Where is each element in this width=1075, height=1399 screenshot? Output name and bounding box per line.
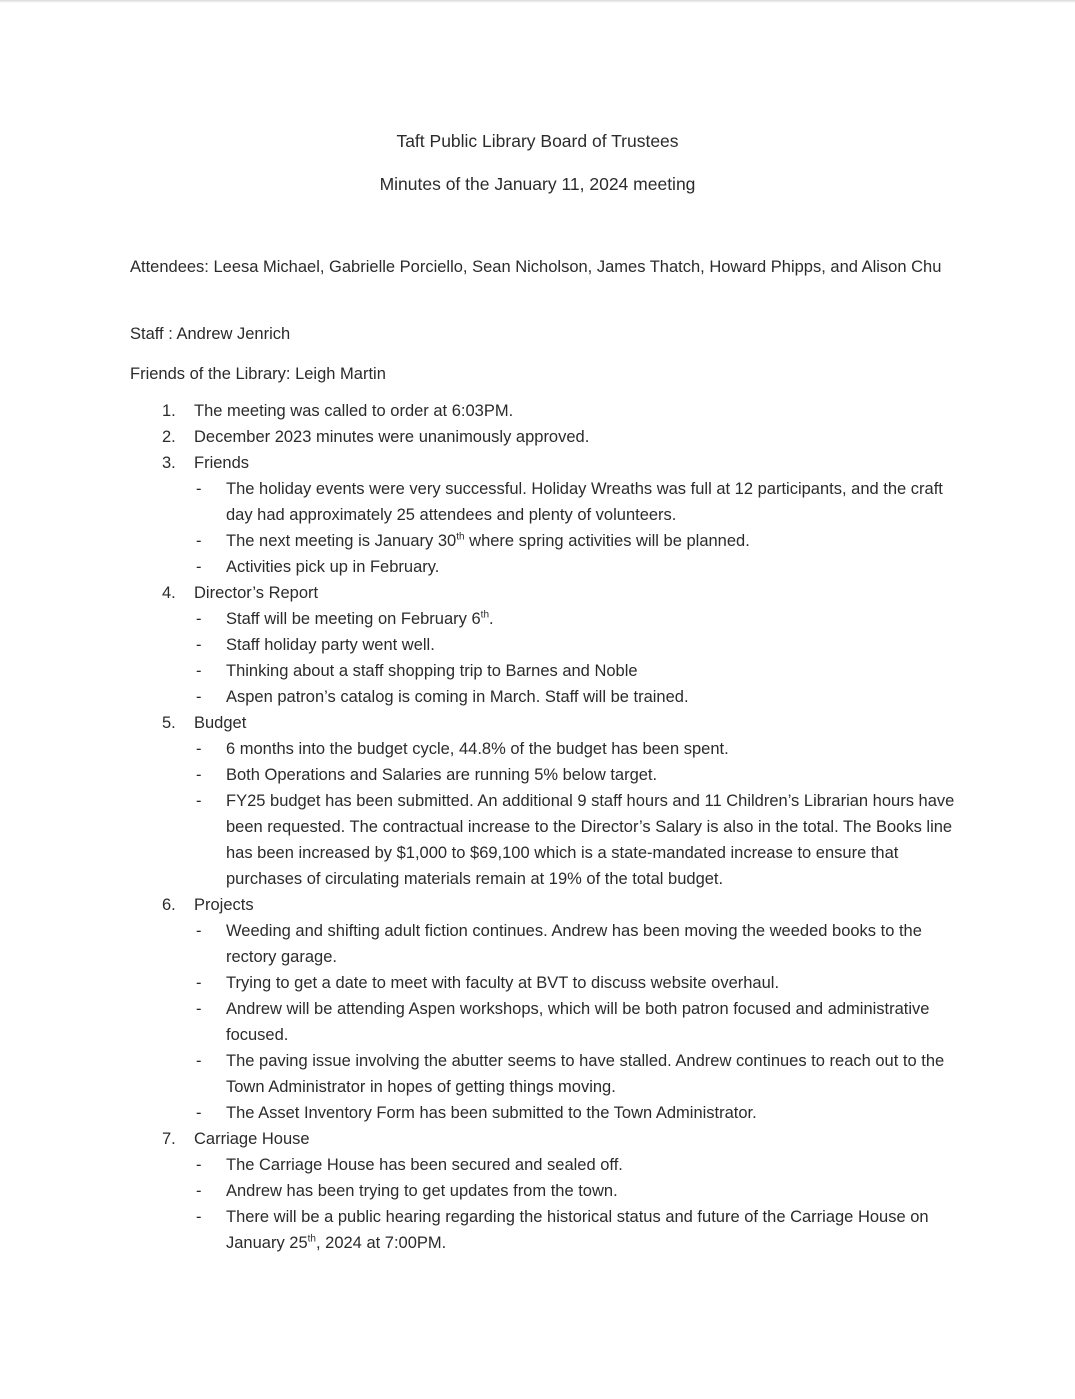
agenda-sub-item-text: The Asset Inventory Form has been submitted to the Town Administrator. — [226, 1104, 757, 1122]
agenda-sub-item — [194, 970, 966, 996]
agenda-sub-item — [194, 788, 966, 892]
agenda-sub-item — [194, 996, 966, 1048]
agenda-item-number: 1. — [162, 402, 176, 420]
agenda-sub-item-text: Trying to get a date to meet with faculty at BVT to discuss website overhaul. — [226, 974, 780, 992]
bullet-dash: - — [196, 1182, 202, 1200]
agenda-sub-list — [194, 606, 970, 710]
agenda-item-text: The meeting was called to order at 6:03PM. — [194, 402, 514, 420]
agenda-item — [130, 710, 970, 892]
bullet-dash: - — [196, 1208, 202, 1226]
agenda-sub-item-text: The Carriage House has been secured and sealed off. — [226, 1156, 623, 1174]
agenda-sub-list — [194, 476, 970, 580]
agenda-sub-item-text: Both Operations and Salaries are running 5% below target. — [226, 766, 658, 784]
agenda-sub-item — [194, 736, 966, 762]
bullet-dash: - — [196, 740, 202, 758]
agenda-sub-item-text: Thinking about a staff shopping trip to Barnes and Noble — [226, 662, 638, 680]
agenda-sub-item-text: Staff holiday party went well. — [226, 636, 435, 654]
bullet-dash: - — [196, 610, 202, 628]
agenda-item-number: 3. — [162, 454, 176, 472]
bullet-dash: - — [196, 532, 202, 550]
agenda-sub-item-text: Weeding and shifting adult fiction continues. Andrew has been moving the weeded books to the rectory garage. — [226, 922, 922, 966]
bullet-dash: - — [196, 766, 202, 784]
bullet-dash: - — [196, 792, 202, 810]
agenda-sub-item-text: Activities pick up in February. — [226, 558, 440, 576]
agenda-sub-item-text: 6 months into the budget cycle, 44.8% of the budget has been spent. — [226, 740, 729, 758]
agenda-sub-item-text: The next meeting is January 30 — [226, 532, 457, 550]
document-title: Taft Public Library Board of Trustees — [396, 131, 679, 151]
bullet-dash: - — [196, 1156, 202, 1174]
agenda-item-number: 5. — [162, 714, 176, 732]
agenda-sub-item — [194, 658, 966, 684]
staff-line: Staff : Andrew Jenrich — [130, 325, 291, 343]
document-subtitle: Minutes of the January 11, 2024 meeting — [379, 174, 696, 194]
agenda-sub-item — [194, 684, 966, 710]
agenda-item-number: 6. — [162, 896, 176, 914]
agenda-item-number: 4. — [162, 584, 176, 602]
agenda-item-text: Friends — [194, 454, 250, 472]
agenda-item — [130, 892, 970, 1126]
agenda-sub-item-text: The paving issue involving the abutter seems to have stalled. Andrew continues to reach out to the Town Administrator in hopes of getting things moving. — [226, 1052, 945, 1096]
ordinal-suffix: th — [456, 531, 465, 543]
agenda-item — [130, 450, 970, 580]
agenda-item-text: Carriage House — [194, 1130, 310, 1148]
agenda-item — [130, 580, 970, 710]
agenda-item-number: 2. — [162, 428, 176, 446]
agenda-item — [130, 398, 970, 424]
bullet-dash: - — [196, 558, 202, 576]
ordinal-suffix: th — [480, 609, 490, 621]
bullet-dash: - — [196, 662, 202, 680]
agenda-sub-item — [194, 918, 966, 970]
agenda-sub-item — [194, 528, 966, 554]
agenda-sub-item — [194, 476, 966, 528]
agenda-item-text: Director’s Report — [194, 584, 319, 602]
agenda-sub-item — [194, 1178, 966, 1204]
agenda-sub-item — [194, 632, 966, 658]
agenda-sub-item-text: Andrew will be attending Aspen workshops, which will be both patron focused and administrative focused. — [226, 1000, 930, 1044]
agenda-item — [130, 424, 970, 450]
agenda-sub-item — [194, 1204, 966, 1256]
agenda-sub-list — [194, 918, 970, 1126]
agenda-sub-item-tail: . — [489, 610, 494, 628]
agenda-sub-item-tail: where spring activities will be planned. — [464, 532, 750, 550]
bullet-dash: - — [196, 480, 202, 498]
bullet-dash: - — [196, 1000, 202, 1018]
bullet-dash: - — [196, 636, 202, 654]
ordinal-suffix: th — [307, 1233, 316, 1245]
agenda-sub-item — [194, 1152, 966, 1178]
agenda-sub-item — [194, 554, 966, 580]
agenda-sub-item — [194, 606, 966, 632]
bullet-dash: - — [196, 922, 202, 940]
agenda-sub-item-text: FY25 budget has been submitted. An additional 9 staff hours and 11 Children’s Librarian hours have been requested. The contractual increase to the Director’s Salary is also in the total. The Books line has been increased by $1,000 to $69,100 which is a state-mandated increase to ensure that purchases of circulating materials remain at 19% of the total budget. — [226, 792, 955, 888]
agenda-sub-item — [194, 762, 966, 788]
agenda-item-number: 7. — [162, 1130, 176, 1148]
agenda-item-text: Budget — [194, 714, 247, 732]
agenda-item — [130, 1126, 970, 1256]
agenda-sub-list — [194, 736, 970, 892]
agenda-sub-item-text: There will be a public hearing regarding the historical status and future of the Carriage House on January 25 — [226, 1208, 929, 1252]
agenda-sub-item-text: Aspen patron’s catalog is coming in March. Staff will be trained. — [226, 688, 689, 706]
agenda-item-text: Projects — [194, 896, 254, 914]
agenda-item-text: December 2023 minutes were unanimously approved. — [194, 428, 590, 446]
agenda-list — [130, 398, 970, 1256]
friends-line: Friends of the Library: Leigh Martin — [130, 365, 386, 383]
agenda-sub-list — [194, 1152, 970, 1256]
bullet-dash: - — [196, 688, 202, 706]
agenda-sub-item — [194, 1048, 966, 1100]
bullet-dash: - — [196, 974, 202, 992]
agenda-sub-item-text: Staff will be meeting on February 6 — [226, 610, 481, 628]
agenda-sub-item-tail: , 2024 at 7:00PM. — [315, 1234, 447, 1252]
attendees-line: Attendees: Leesa Michael, Gabrielle Porciello, Sean Nicholson, James Thatch, Howard Phipps, and Alison Chu — [130, 258, 942, 276]
agenda-sub-item — [194, 1100, 966, 1126]
agenda-sub-item-text: The holiday events were very successful. Holiday Wreaths was full at 12 participants, and the craft day had approximately 25 attendees and plenty of volunteers. — [226, 480, 943, 524]
bullet-dash: - — [196, 1052, 202, 1070]
agenda-sub-item-text: Andrew has been trying to get updates from the town. — [226, 1182, 618, 1200]
bullet-dash: - — [196, 1104, 202, 1122]
